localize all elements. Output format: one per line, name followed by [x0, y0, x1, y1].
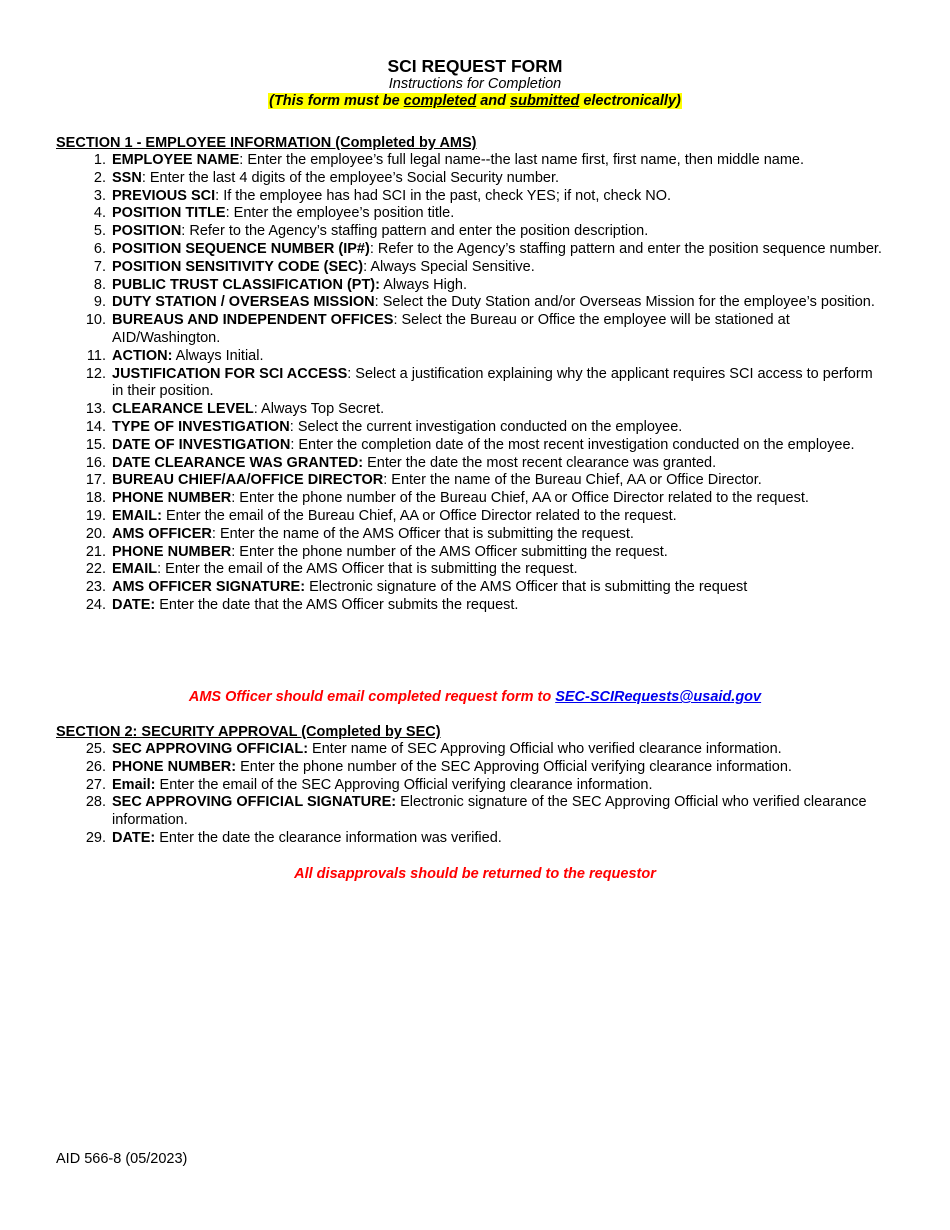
- item-label: AMS OFFICER SIGNATURE:: [112, 579, 306, 596]
- item-number: 22.: [85, 561, 106, 578]
- list-item: [56, 579, 886, 597]
- item-label: DATE:: [112, 829, 156, 846]
- notice-mid: and: [476, 93, 511, 109]
- item-text: : Enter the phone number of the AMS Officer submitting the request.: [231, 543, 668, 560]
- item-text: Enter the phone number of the SEC Approving Official verifying clearance information.: [236, 758, 792, 775]
- item-number: 20.: [85, 525, 106, 542]
- notice-close: electronically): [579, 93, 681, 109]
- item-text: : Enter the completion date of the most recent investigation conducted on the employee.: [290, 436, 855, 453]
- item-label: BUREAUS AND INDEPENDENT OFFICES: [112, 312, 394, 329]
- item-text: : Enter the employee’s full legal name--the last name first, first name, then middle name.: [239, 152, 804, 168]
- item-number: 15.: [85, 436, 106, 453]
- item-text: Always Initial.: [172, 347, 264, 364]
- item-label: PHONE NUMBER: [112, 543, 232, 560]
- section1-list: [56, 152, 886, 615]
- item-text: Enter the date the most recent clearance was granted.: [363, 454, 717, 471]
- list-item: [56, 830, 886, 848]
- item-number: 27.: [85, 776, 106, 793]
- item-number: 6.: [93, 240, 106, 257]
- item-text: : Always Top Secret.: [253, 401, 385, 418]
- item-number: 24.: [85, 596, 106, 613]
- list-item: [56, 526, 886, 544]
- notice-open: (This form must be: [269, 93, 404, 109]
- item-text: : If the employee has had SCI in the past, check YES; if not, check NO.: [215, 187, 672, 204]
- list-item: [56, 152, 886, 170]
- item-number: 10.: [85, 312, 106, 329]
- list-item: [56, 561, 886, 579]
- email-link[interactable]: SEC-SCIRequests@usaid.gov: [555, 689, 762, 705]
- item-label: CLEARANCE LEVEL: [112, 401, 254, 418]
- item-text: : Select the Bureau or Office the employee will be stationed at AID/Washington.: [112, 312, 790, 346]
- notice-highlight: [268, 93, 682, 109]
- item-number: 23.: [85, 579, 106, 596]
- item-number: 7.: [93, 258, 106, 275]
- item-number: 25.: [85, 741, 106, 757]
- list-item: [56, 794, 886, 830]
- item-number: 9.: [93, 294, 106, 311]
- item-label: DATE CLEARANCE WAS GRANTED:: [112, 454, 364, 471]
- section2-list: [56, 741, 886, 848]
- item-number: 21.: [85, 543, 106, 560]
- item-number: 13.: [85, 401, 106, 418]
- item-number: 5.: [93, 223, 106, 240]
- item-text: Enter the email of the SEC Approving Official verifying clearance information.: [155, 776, 653, 793]
- list-item: [56, 366, 886, 402]
- item-number: 8.: [93, 276, 106, 293]
- item-label: DUTY STATION / OVERSEAS MISSION: [112, 294, 375, 311]
- item-text: Enter the email of the Bureau Chief, AA or Office Director related to the request.: [161, 507, 677, 524]
- title-block: [0, 56, 950, 110]
- list-item: [56, 312, 886, 348]
- item-number: 1.: [93, 152, 106, 168]
- item-text: : Select the Duty Station and/or Overseas Mission for the employee’s position.: [374, 294, 875, 311]
- item-number: 16.: [85, 454, 106, 471]
- item-text: Enter the date the clearance information was verified.: [155, 829, 502, 846]
- item-text: : Enter the name of the AMS Officer that is submitting the request.: [211, 525, 634, 542]
- list-item: [56, 223, 886, 241]
- section1-heading: SECTION 1 - EMPLOYEE INFORMATION (Completed by AMS): [56, 135, 477, 151]
- list-item: [56, 401, 886, 419]
- list-item: [56, 419, 886, 437]
- item-number: 3.: [93, 187, 106, 204]
- item-text: : Enter the name of the Bureau Chief, AA or Office Director.: [383, 472, 762, 489]
- list-item: [56, 490, 886, 508]
- item-text: Enter name of SEC Approving Official who verified clearance information.: [308, 741, 782, 757]
- list-item: [56, 508, 886, 526]
- item-number: 18.: [85, 490, 106, 507]
- item-label: SEC APPROVING OFFICIAL:: [112, 741, 309, 757]
- item-text: : Enter the last 4 digits of the employee’s Social Security number.: [141, 169, 560, 186]
- item-text: : Refer to the Agency’s staffing pattern and enter the position sequence number.: [369, 240, 882, 257]
- item-number: 26.: [85, 758, 106, 775]
- list-item: [56, 170, 886, 188]
- list-item: [56, 437, 886, 455]
- item-label: EMAIL:: [112, 507, 162, 524]
- section1-note: [0, 689, 950, 706]
- item-text: Always High.: [379, 276, 468, 293]
- item-number: 19.: [85, 507, 106, 524]
- list-item: [56, 348, 886, 366]
- item-label: Email:: [112, 776, 156, 793]
- item-text: : Select the current investigation conducted on the employee.: [289, 418, 683, 435]
- item-label: AMS OFFICER: [112, 525, 212, 542]
- item-label: POSITION SEQUENCE NUMBER (IP#): [112, 240, 370, 257]
- section2-note: All disapprovals should be returned to the requestor: [294, 866, 656, 882]
- list-item: [56, 741, 886, 759]
- item-label: POSITION: [112, 223, 182, 240]
- list-item: [56, 597, 886, 615]
- item-label: PREVIOUS SCI: [112, 187, 216, 204]
- item-text: : Enter the phone number of the Bureau Chief, AA or Office Director related to the request.: [231, 490, 809, 507]
- item-label: ACTION:: [112, 347, 173, 364]
- item-number: 14.: [85, 418, 106, 435]
- section1-note-text: AMS Officer should email completed request form to: [188, 689, 556, 705]
- item-text: Enter the date that the AMS Officer submits the request.: [155, 596, 519, 613]
- item-text: : Enter the email of the AMS Officer that is submitting the request.: [157, 561, 578, 578]
- list-item: [56, 472, 886, 490]
- item-label: PHONE NUMBER: [112, 490, 232, 507]
- item-label: BUREAU CHIEF/AA/OFFICE DIRECTOR: [112, 472, 384, 489]
- item-text: : Refer to the Agency’s staffing pattern and enter the position description.: [181, 223, 649, 240]
- list-item: [56, 759, 886, 777]
- item-number: 2.: [93, 169, 106, 186]
- item-label: EMAIL: [112, 561, 158, 578]
- list-item: [56, 241, 886, 259]
- item-number: 28.: [85, 794, 106, 811]
- item-label: JUSTIFICATION FOR SCI ACCESS: [112, 365, 348, 382]
- list-item: [56, 544, 886, 562]
- form-id: AID 566-8 (05/2023): [56, 1151, 188, 1167]
- page-subtitle: Instructions for Completion: [388, 76, 562, 92]
- item-number: 11.: [86, 347, 106, 364]
- page-title: SCI REQUEST FORM: [387, 56, 563, 76]
- item-label: POSITION TITLE: [112, 205, 226, 222]
- list-item: [56, 455, 886, 473]
- list-item: [56, 205, 886, 223]
- item-text: : Always Special Sensitive.: [363, 258, 535, 275]
- list-item: [56, 259, 886, 277]
- item-number: 12.: [85, 365, 106, 382]
- item-label: TYPE OF INVESTIGATION: [112, 418, 290, 435]
- item-text: : Enter the employee’s position title.: [225, 205, 455, 222]
- item-label: DATE:: [112, 596, 156, 613]
- item-text: Electronic signature of the SEC Approving Official who verified clearance information.: [112, 794, 867, 829]
- item-label: SSN: [112, 169, 142, 186]
- item-label: POSITION SENSITIVITY CODE (SEC): [112, 258, 364, 275]
- notice-word-submitted: submitted: [510, 93, 580, 109]
- item-label: PHONE NUMBER:: [112, 758, 237, 775]
- list-item: [56, 777, 886, 795]
- list-item: [56, 277, 886, 295]
- item-number: 29.: [85, 829, 106, 846]
- item-label: PUBLIC TRUST CLASSIFICATION (PT):: [112, 276, 380, 293]
- electronic-notice: [0, 93, 950, 110]
- item-text: : Select a justification explaining why the applicant requires SCI access to perform in their position.: [112, 365, 873, 400]
- section2-heading: SECTION 2: SECURITY APPROVAL (Completed by SEC): [56, 724, 441, 740]
- item-number: 4.: [93, 205, 106, 222]
- item-text: Electronic signature of the AMS Officer that is submitting the request: [305, 579, 748, 596]
- list-item: [56, 294, 886, 312]
- item-label: DATE OF INVESTIGATION: [112, 436, 291, 453]
- list-item: [56, 188, 886, 206]
- item-label: SEC APPROVING OFFICIAL SIGNATURE:: [112, 794, 397, 811]
- notice-word-completed: completed: [403, 93, 477, 109]
- item-label: EMPLOYEE NAME: [112, 152, 240, 168]
- item-number: 17.: [85, 472, 106, 489]
